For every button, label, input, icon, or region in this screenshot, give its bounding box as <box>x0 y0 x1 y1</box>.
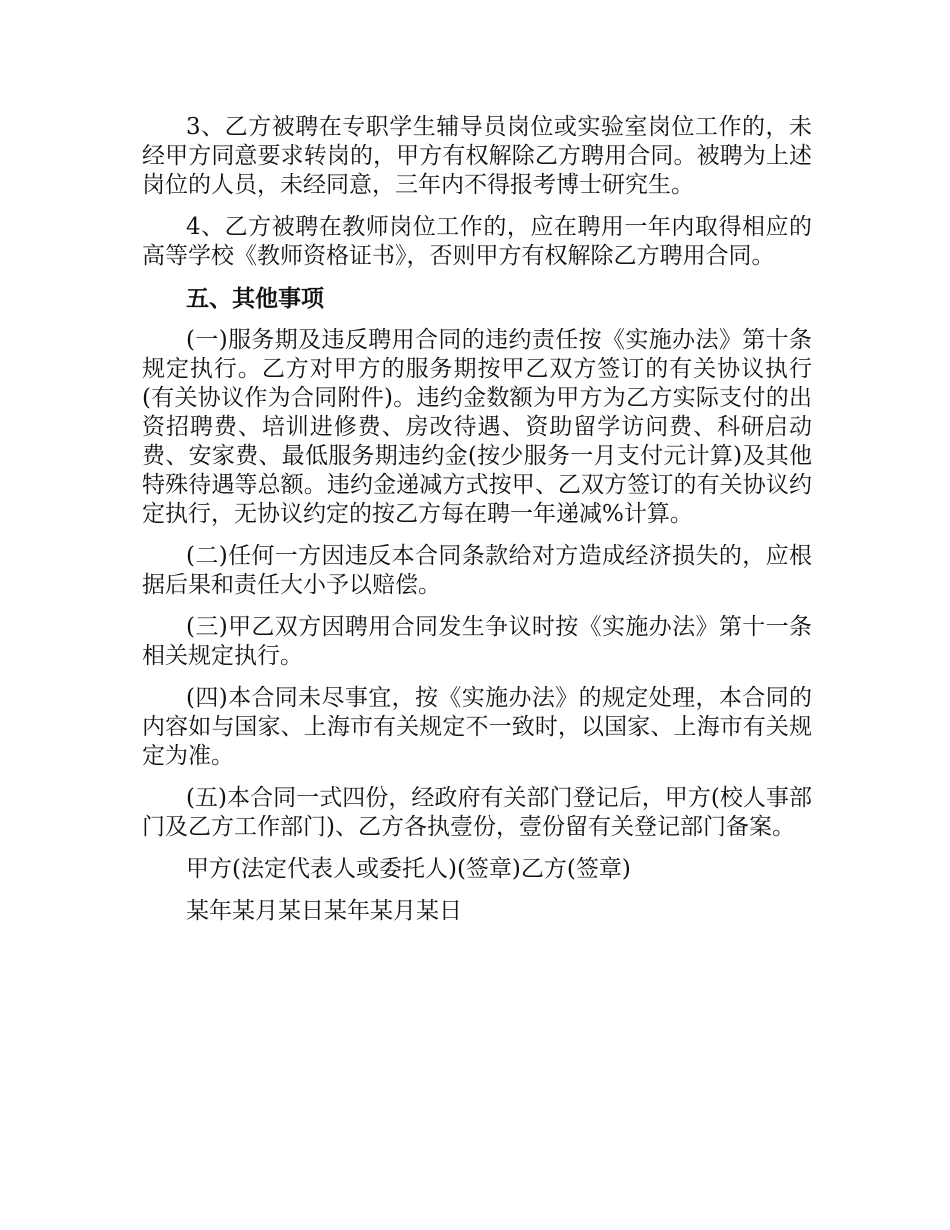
clause-4: 4、乙方被聘在教师岗位工作的，应在聘用一年内取得相应的高等学校《教师资格证书》，否则甲方有权解除乙方聘用合同。 <box>142 214 812 269</box>
clause-3: 3、乙方被聘在专职学生辅导员岗位或实验室岗位工作的，未经甲方同意要求转岗的，甲方有权解除乙方聘用合同。被聘为上述岗位的人员，未经同意，三年内不得报考博士研究生。 <box>142 114 812 198</box>
other-item-5: (五)本合同一式四份，经政府有关部门登记后，甲方(校人事部门及乙方工作部门)、乙方各执壹份，壹份留有关登记部门备案。 <box>142 785 812 840</box>
other-item-2: (二)任何一方因违反本合同条款给对方造成经济损失的，应根据后果和责任大小予以赔偿。 <box>142 543 812 598</box>
date-line: 某年某月某日某年某月某日 <box>186 898 462 924</box>
other-item-3: (三)甲乙双方因聘用合同发生争议时按《实施办法》第十一条相关规定执行。 <box>142 614 812 669</box>
signature-line: 甲方(法定代表人或委托人)(签章)乙方(签章) <box>186 856 631 882</box>
other-item-1: (一)服务期及违反聘用合同的违约责任按《实施办法》第十条规定执行。乙方对甲方的服务期按甲乙双方签订的有关协议执行(有关协议作为合同附件)。违约金数额为甲方为乙方实际支付的出资招聘费、培训进修费、房改待遇、资助留学访问费、科研启动费、安家费、最低服务期违约金(按少服务一月支付元计算)及其他特殊待遇等总额。违约金递减方式按甲、乙双方签订的有关协议约定执行，无协议约定的按乙方每在聘一年递减%计算。 <box>142 327 812 527</box>
section-heading: 五、其他事项 <box>186 285 324 312</box>
document-page <box>142 113 812 939</box>
other-item-4: (四)本合同未尽事宜，按《实施办法》的规定处理，本合同的内容如与国家、上海市有关规定不一致时，以国家、上海市有关规定为准。 <box>142 685 812 769</box>
